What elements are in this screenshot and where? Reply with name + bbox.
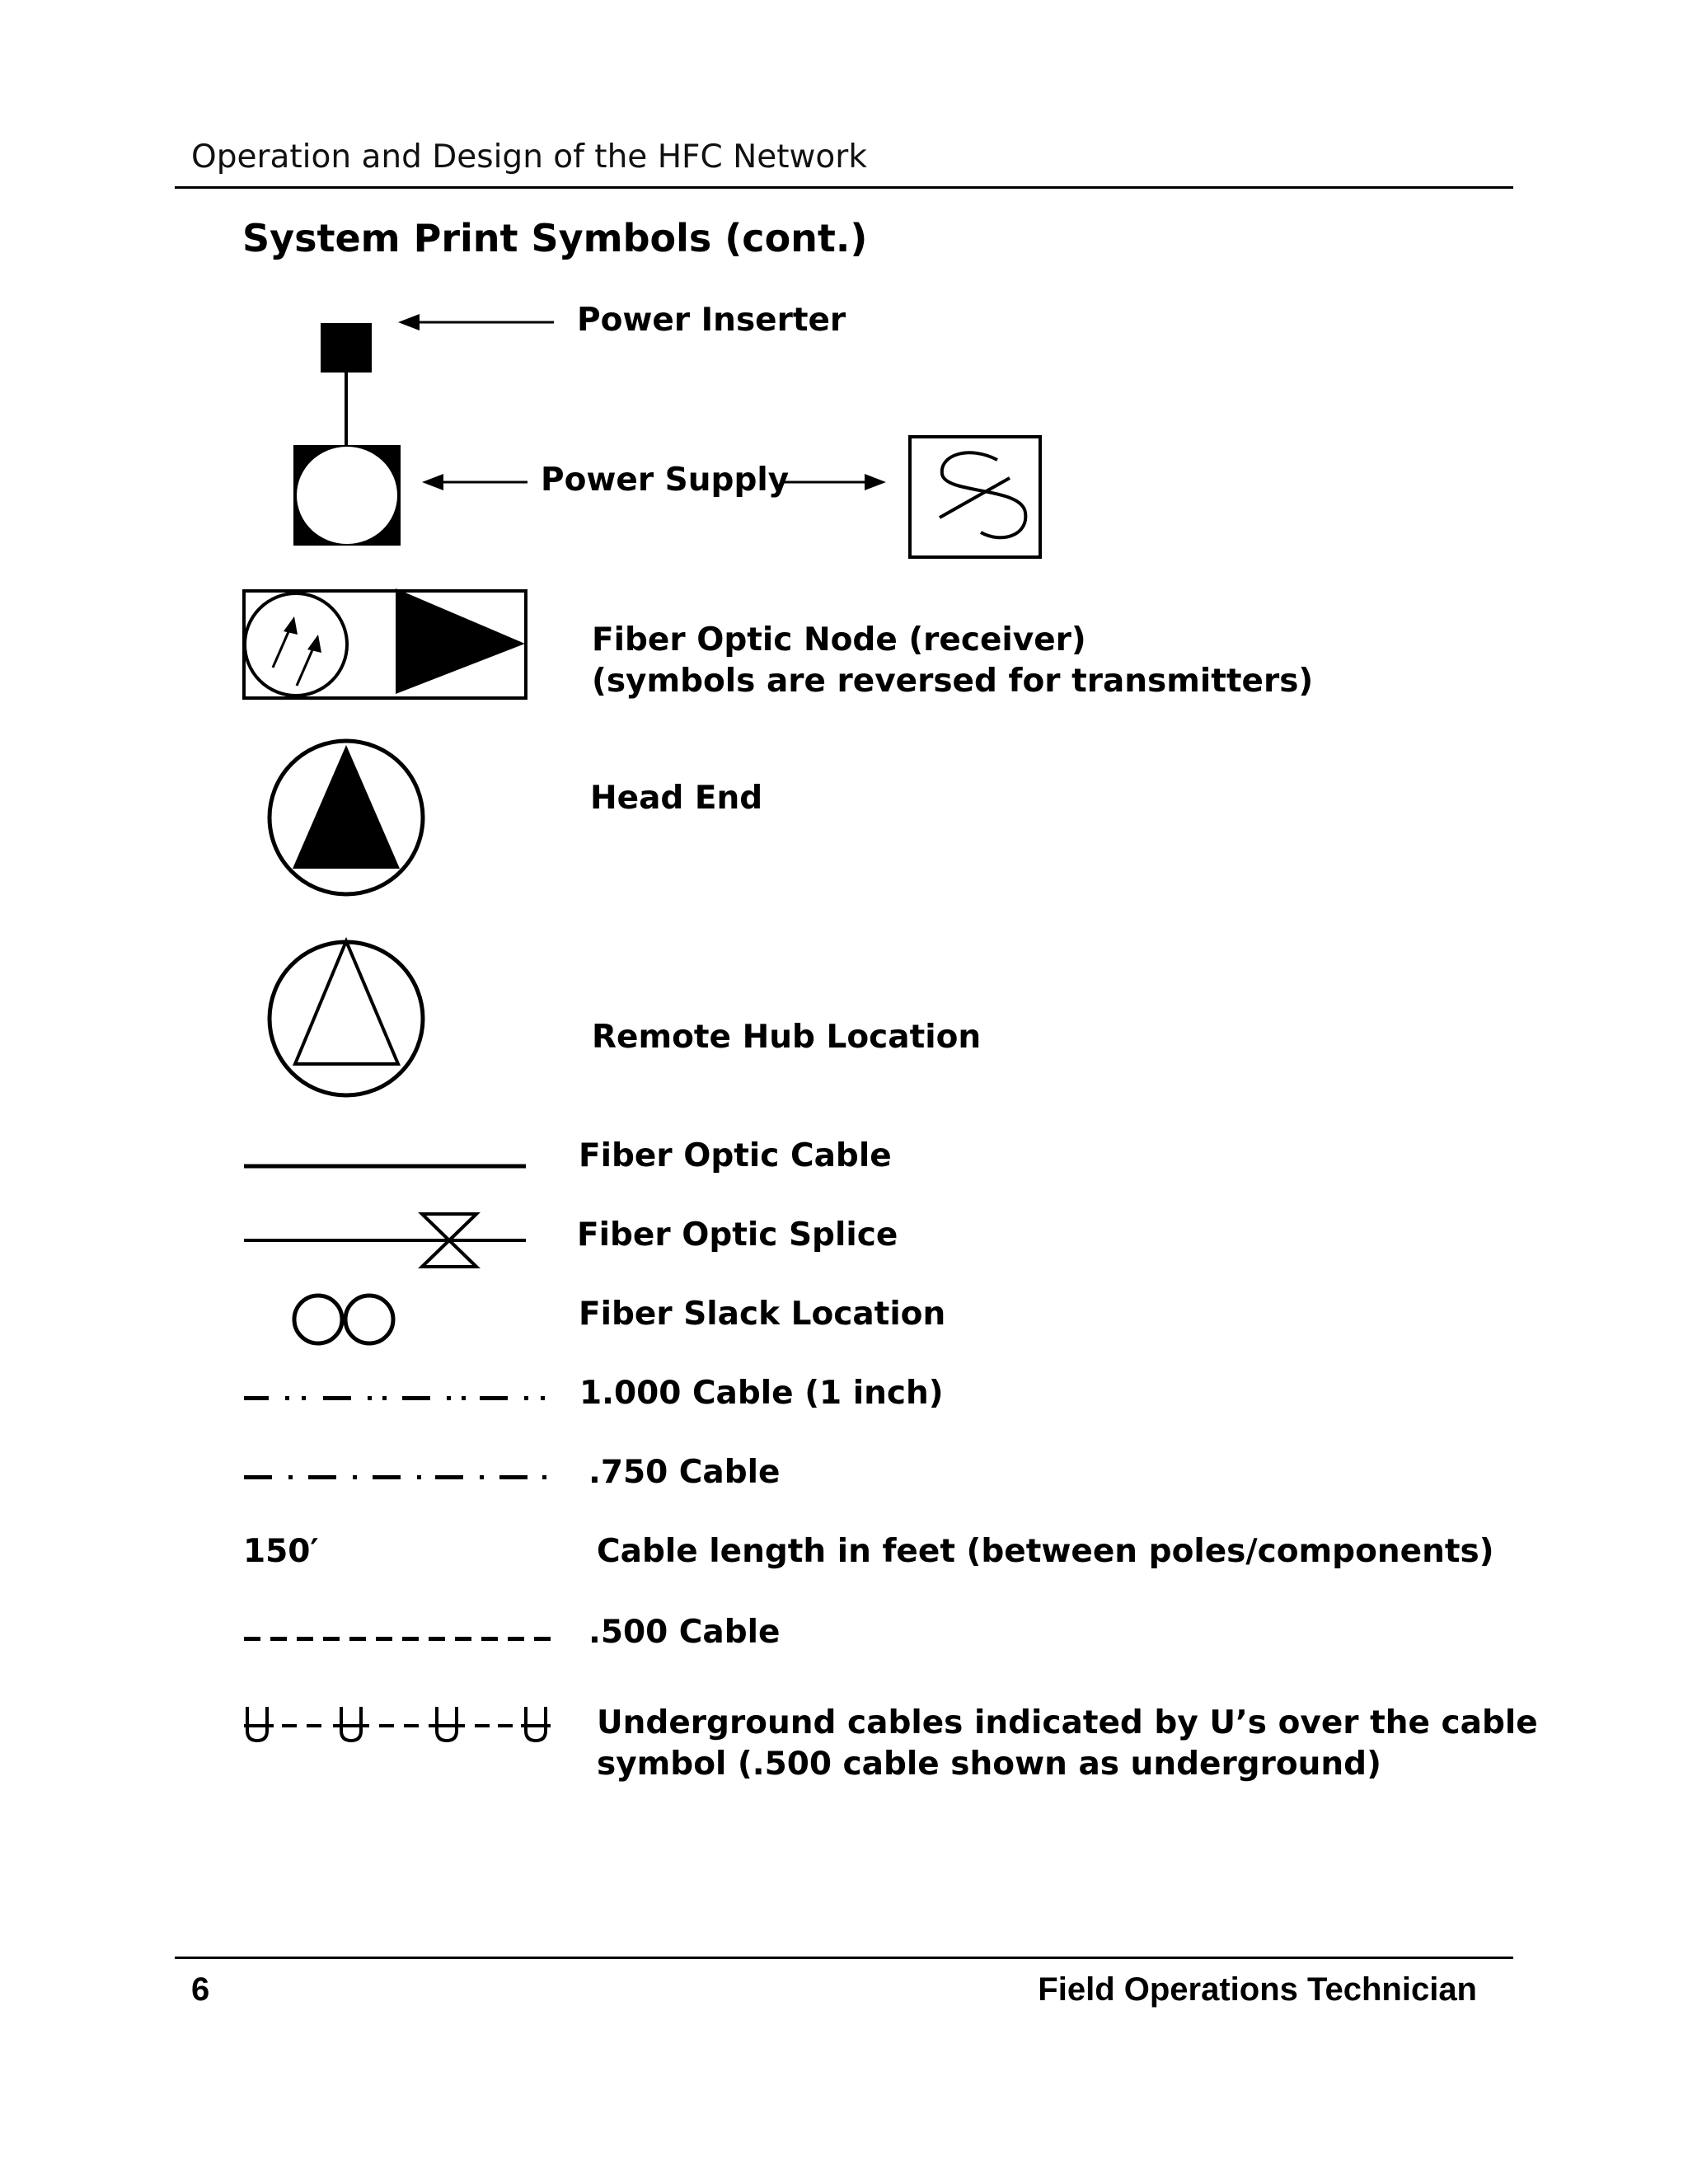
cable-length-example: 150′ bbox=[243, 1533, 319, 1570]
section-title: System Print Symbols (cont.) bbox=[242, 216, 868, 260]
fiber-cable-label: Fiber Optic Cable bbox=[579, 1137, 892, 1174]
footer-book-title: Field Operations Technician bbox=[1038, 1971, 1477, 2008]
fiber-node-label-line2: (symbols are reversed for transmitters) bbox=[592, 663, 1314, 700]
cable-500-label: .500 Cable bbox=[588, 1614, 781, 1651]
cable-750-label: .750 Cable bbox=[588, 1454, 781, 1491]
page-number: 6 bbox=[191, 1971, 210, 2008]
remote-hub-label: Remote Hub Location bbox=[592, 1019, 982, 1056]
underground-label-line2: symbol (.500 cable shown as underground) bbox=[597, 1746, 1381, 1783]
fiber-node-label-line1: Fiber Optic Node (receiver) bbox=[592, 621, 1086, 658]
fiber-splice-label: Fiber Optic Splice bbox=[577, 1216, 898, 1254]
power-inserter-label: Power Inserter bbox=[577, 302, 846, 339]
power-supply-label: Power Supply bbox=[541, 462, 790, 499]
running-header: Operation and Design of the HFC Network bbox=[191, 138, 867, 176]
cable-1000-label: 1.000 Cable (1 inch) bbox=[579, 1375, 944, 1412]
fiber-slack-label: Fiber Slack Location bbox=[579, 1296, 946, 1333]
head-end-label: Head End bbox=[590, 780, 763, 817]
underground-label-line1: Underground cables indicated by U’s over the cable bbox=[597, 1704, 1538, 1741]
footer-rule bbox=[175, 1957, 1513, 1959]
underground-label bbox=[597, 1703, 1538, 1785]
cable-length-label: Cable length in feet (between poles/components) bbox=[597, 1533, 1494, 1570]
